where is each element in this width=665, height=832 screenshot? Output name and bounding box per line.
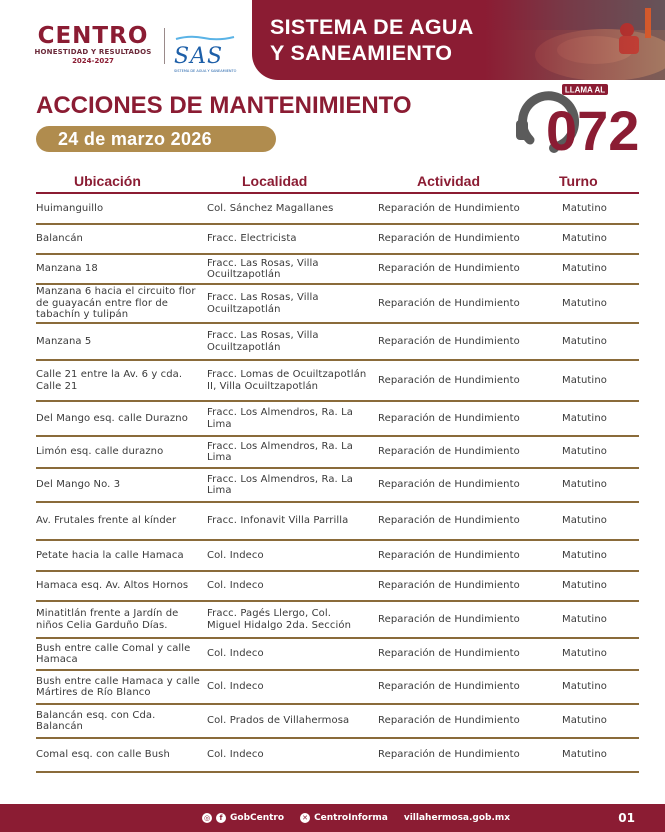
cell-localidad: Fracc. Pagés Llergo, Col. Miguel Hidalgo 2da. Sección xyxy=(207,608,352,631)
cell-ubicacion: Hamaca esq. Av. Altos Hornos xyxy=(36,580,189,592)
page-number: 01 xyxy=(618,811,635,825)
cell-turno: Matutino xyxy=(562,202,607,214)
cell-ubicacion: Del Mango No. 3 xyxy=(36,479,121,491)
cell-turno: Matutino xyxy=(562,233,607,245)
cell-turno: Matutino xyxy=(562,580,607,592)
cell-turno: Matutino xyxy=(562,297,607,309)
table-body xyxy=(36,194,639,773)
centro-logo-tagline: HONESTIDAD Y RESULTADOS xyxy=(34,48,152,56)
cell-actividad: Reparación de Hundimiento xyxy=(378,681,520,693)
cell-ubicacion: Huimanguillo xyxy=(36,202,104,214)
cell-localidad: Fracc. Lomas de Ocuiltzapotlán II, Villa Ocuiltzapotlán xyxy=(207,369,367,392)
cell-ubicacion: Balancán esq. con Cda. Balancán xyxy=(36,709,156,732)
table-row xyxy=(36,225,639,255)
cell-turno: Matutino xyxy=(562,263,607,275)
call-072-logo xyxy=(508,82,643,162)
col-header-ubicacion: Ubicación xyxy=(74,173,141,189)
cell-actividad: Reparación de Hundimiento xyxy=(378,749,520,761)
cell-localidad: Col. Indeco xyxy=(207,749,264,761)
page-title: ACCIONES DE MANTENIMIENTO xyxy=(36,92,412,119)
cell-localidad: Col. Indeco xyxy=(207,681,264,693)
cell-actividad: Reparación de Hundimiento xyxy=(378,412,520,424)
cell-actividad: Reparación de Hundimiento xyxy=(378,715,520,727)
table-row xyxy=(36,639,639,671)
cell-ubicacion: Calle 21 entre la Av. 6 y cda. Calle 21 xyxy=(36,369,183,392)
table-row xyxy=(36,671,639,705)
cell-ubicacion: Manzana 5 xyxy=(36,335,92,347)
table-row xyxy=(36,739,639,773)
cell-localidad: Col. Prados de Villahermosa xyxy=(207,715,350,727)
wave-icon xyxy=(174,35,236,41)
cell-actividad: Reparación de Hundimiento xyxy=(378,613,520,625)
cell-localidad: Col. Indeco xyxy=(207,648,264,660)
footer-website-link[interactable]: villahermosa.gob.mx xyxy=(403,813,511,823)
col-header-localidad: Localidad xyxy=(242,173,308,189)
cell-localidad: Col. Sánchez Magallanes xyxy=(207,202,334,214)
cell-turno: Matutino xyxy=(562,715,607,727)
social-links xyxy=(202,804,510,832)
table-row xyxy=(36,541,639,572)
header-banner xyxy=(252,0,665,80)
call-logo-number: 072 xyxy=(546,99,640,162)
cell-ubicacion: Av. Frutales frente al kínder xyxy=(36,515,177,527)
cell-localidad: Fracc. Las Rosas, Villa Ocuiltzapotlán xyxy=(207,292,319,315)
col-header-turno: Turno xyxy=(559,173,598,189)
cell-localidad: Fracc. Las Rosas, Villa Ocuiltzapotlán xyxy=(207,257,319,280)
cell-actividad: Reparación de Hundimiento xyxy=(378,233,520,245)
sas-logo-word: SAS xyxy=(174,44,224,69)
cell-ubicacion: Limón esq. calle durazno xyxy=(36,446,164,458)
cell-ubicacion: Minatitlán frente a Jardín de niños Celia Garduño Días. xyxy=(36,608,179,631)
cell-localidad: Fracc. Los Almendros, Ra. La Lima xyxy=(207,407,354,430)
table-row xyxy=(36,361,639,402)
cell-localidad: Fracc. Electricista xyxy=(207,233,297,245)
cell-localidad: Fracc. Los Almendros, Ra. La Lima xyxy=(207,473,354,496)
instagram-icon: ◎ xyxy=(203,814,211,822)
table-row xyxy=(36,324,639,361)
cell-ubicacion: Manzana 6 hacia el circuito flor de guayacán entre flor de tabachín y tulipán xyxy=(36,286,196,321)
table-row xyxy=(36,402,639,437)
cell-actividad: Reparación de Hundimiento xyxy=(378,202,520,214)
centro-logo xyxy=(28,24,158,66)
cell-localidad: Col. Indeco xyxy=(207,549,264,561)
cell-ubicacion: Del Mango esq. calle Durazno xyxy=(36,412,188,424)
cell-actividad: Reparación de Hundimiento xyxy=(378,374,520,386)
table-row xyxy=(36,705,639,739)
cell-actividad: Reparación de Hundimiento xyxy=(378,446,520,458)
facebook-icon: f xyxy=(216,813,226,823)
cell-ubicacion: Bush entre calle Comal y calle Hamaca xyxy=(36,642,191,665)
cell-actividad: Reparación de Hundimiento xyxy=(378,648,520,660)
logo-divider xyxy=(164,28,165,64)
table-row xyxy=(36,503,639,541)
cell-ubicacion: Comal esq. con calle Bush xyxy=(36,749,170,761)
cell-turno: Matutino xyxy=(562,549,607,561)
table-row xyxy=(36,437,639,469)
date-text: 24 de marzo 2026 xyxy=(58,129,212,149)
cell-turno: Matutino xyxy=(562,335,607,347)
cell-actividad: Reparación de Hundimiento xyxy=(378,580,520,592)
cell-actividad: Reparación de Hundimiento xyxy=(378,335,520,347)
table-row xyxy=(36,572,639,602)
road-repair-photo-icon xyxy=(485,0,665,80)
cell-actividad: Reparación de Hundimiento xyxy=(378,549,520,561)
table-row xyxy=(36,602,639,639)
centro-logo-word: CENTRO xyxy=(37,23,149,49)
cell-localidad: Fracc. Infonavit Villa Parrilla xyxy=(207,515,349,527)
cell-actividad: Reparación de Hundimiento xyxy=(378,297,520,309)
banner-title-line2: Y SANEAMIENTO xyxy=(270,41,453,65)
cell-actividad: Reparación de Hundimiento xyxy=(378,263,520,275)
table-row xyxy=(36,255,639,285)
cell-turno: Matutino xyxy=(562,515,607,527)
footer-handle-centroinforma[interactable]: CentroInforma xyxy=(314,813,388,823)
cell-localidad: Fracc. Las Rosas, Villa Ocuiltzapotlán xyxy=(207,330,319,353)
cell-ubicacion: Petate hacia la calle Hamaca xyxy=(36,549,184,561)
table-row xyxy=(36,285,639,324)
page-footer xyxy=(0,804,665,832)
cell-ubicacion: Manzana 18 xyxy=(36,263,98,275)
cell-actividad: Reparación de Hundimiento xyxy=(378,515,520,527)
cell-turno: Matutino xyxy=(562,479,607,491)
x-icon: ✕ xyxy=(300,813,310,823)
page-header xyxy=(0,0,665,80)
cell-turno: Matutino xyxy=(562,648,607,660)
date-badge xyxy=(36,126,276,152)
banner-title xyxy=(270,14,474,66)
banner-title-line1: SISTEMA DE AGUA xyxy=(270,15,474,39)
centro-logo-period: 2024-2027 xyxy=(72,57,114,65)
cell-ubicacion: Balancán xyxy=(36,233,83,245)
col-header-actividad: Actividad xyxy=(417,173,481,189)
table-row xyxy=(36,469,639,503)
sas-logo xyxy=(174,26,244,74)
cell-localidad: Fracc. Los Almendros, Ra. La Lima xyxy=(207,440,354,463)
cell-turno: Matutino xyxy=(562,374,607,386)
cell-turno: Matutino xyxy=(562,446,607,458)
cell-turno: Matutino xyxy=(562,749,607,761)
cell-turno: Matutino xyxy=(562,613,607,625)
sas-logo-subtitle: SISTEMA DE AGUA Y SANEAMIENTO xyxy=(174,69,237,73)
table-header xyxy=(36,170,639,194)
cell-localidad: Col. Indeco xyxy=(207,580,264,592)
cell-ubicacion: Bush entre calle Hamaca y calle Mártires de Río Blanco xyxy=(36,675,200,698)
footer-handle-gobcentro[interactable]: GobCentro xyxy=(230,813,285,823)
cell-turno: Matutino xyxy=(562,681,607,693)
cell-turno: Matutino xyxy=(562,412,607,424)
cell-actividad: Reparación de Hundimiento xyxy=(378,479,520,491)
call-logo-label: LLAMA AL xyxy=(564,85,606,95)
table-row xyxy=(36,194,639,225)
